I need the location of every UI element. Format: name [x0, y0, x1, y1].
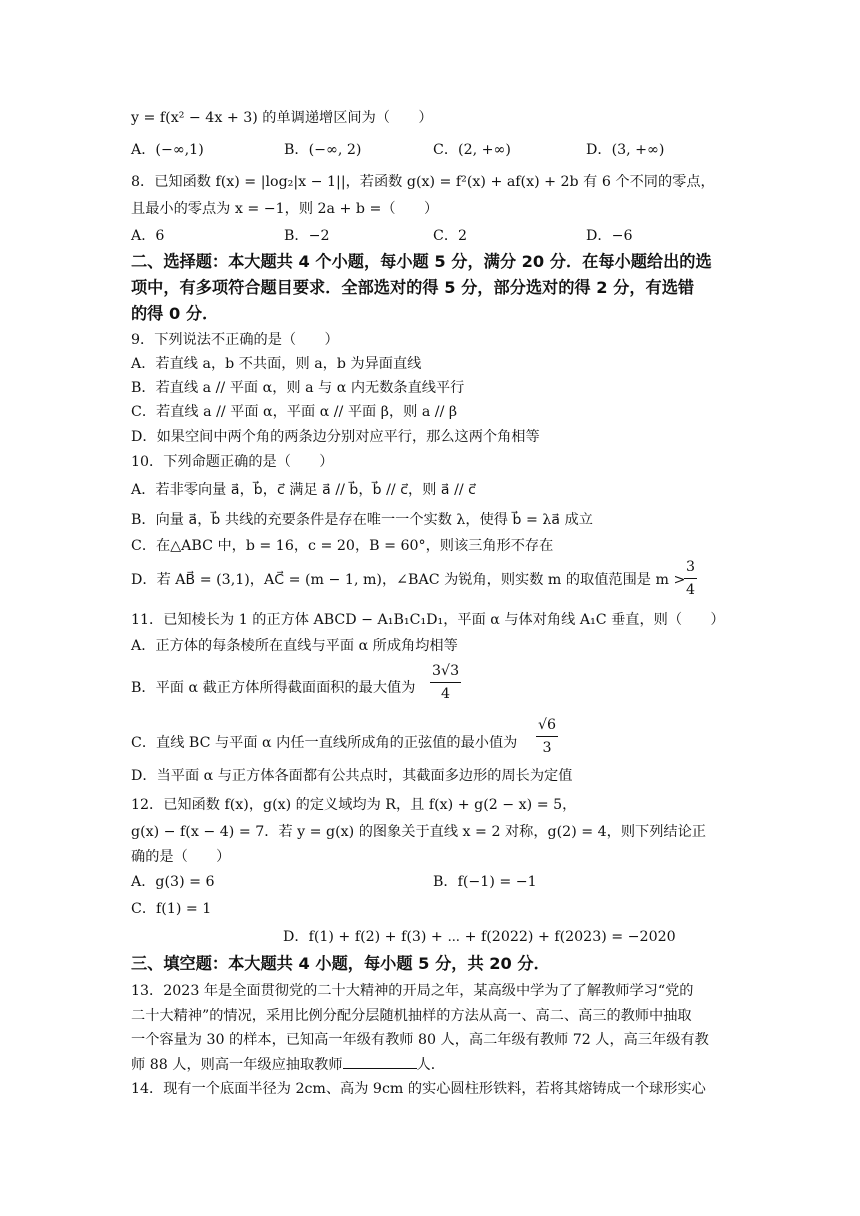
q12-option-c: C．f(1) = 1 [131, 901, 212, 917]
section3-heading: 三、填空题：本大题共 4 小题，每小题 5 分，共 20 分． [131, 954, 550, 973]
q12-stem-line1: 12．已知函数 f(x)，g(x) 的定义域均为 R，且 f(x) + g(2 − x) = 5， [131, 797, 577, 813]
q12-stem-line3: 确的是（ ） [131, 849, 231, 865]
q10-d-numerator: 3 [684, 556, 697, 579]
q12-option-b: B．f(−1) = −1 [433, 874, 537, 890]
section2-heading-line2: 项中，有多项符合题目要求．全部选对的得 5 分，部分选对的得 2 分，有选错 [131, 278, 695, 297]
q10-option-d: D．若 AB⃗ = (3,1)，AC⃗ = (m − 1, m)，∠BAC 为锐角，则实数 m 的取值范围是 m > [131, 572, 686, 588]
q7-option-c: C．(2, +∞) [433, 142, 511, 158]
q7-option-b: B．(−∞, 2) [284, 142, 362, 158]
q13-line3: 一个容量为 30 的样本，已知高一年级有教师 80 人，高二年级有教师 72 人，高三年级有教 [131, 1032, 709, 1048]
q10-option-c: C．在△ABC 中，b = 16，c = 20，B = 60°，则该三角形不存在 [131, 538, 554, 554]
q10-stem: 10．下列命题正确的是（ ） [131, 454, 334, 470]
q10-option-a: A．若非零向量 a⃗，b⃗，c⃗ 满足 a⃗ // b⃗，b⃗ // c⃗，则 a⃗ // c⃗ [131, 482, 476, 498]
q9-option-d: D．如果空间中两个角的两条边分别对应平行，那么这两个角相等 [131, 429, 540, 445]
q11-option-a: A．正方体的每条棱所在直线与平面 α 所成角均相等 [131, 638, 458, 654]
q11-stem: 11．已知棱长为 1 的正方体 ABCD − A₁B₁C₁D₁，平面 α 与体对角线 A₁C 垂直，则（ ） [131, 612, 725, 628]
q11-option-b: B．平面 α 截正方体所得截面面积的最大值为 [131, 680, 416, 696]
q8-stem-line2: 且最小的零点为 x = −1，则 2a + b =（ ） [131, 201, 439, 217]
q11-c-fraction [536, 714, 558, 759]
q11-b-numerator: 3√3 [430, 660, 461, 683]
q7-option-a: A．(−∞,1) [131, 142, 204, 158]
q13-line4-suffix: 人． [416, 1057, 445, 1073]
q9-option-b: B．若直线 a // 平面 α，则 a 与 α 内无数条直线平行 [131, 380, 465, 396]
section2-heading-line3: 的得 0 分． [131, 304, 219, 323]
q10-d-fraction [684, 556, 697, 601]
section2-heading-line1: 二、选择题：本大题共 4 个小题，每小题 5 分，满分 20 分．在每小题给出的选 [131, 252, 712, 271]
q9-option-c: C．若直线 a // 平面 α，平面 α // 平面 β，则 a // β [131, 404, 458, 420]
q13-line4 [131, 1054, 445, 1075]
q13-line1: 13．2023 年是全面贯彻党的二十大精神的开局之年，某高级中学为了了解教师学习“党的 [131, 983, 694, 999]
q11-b-fraction [430, 660, 461, 705]
q8-stem-line1: 8．已知函数 f(x) = |log₂|x − 1||，若函数 g(x) = f²(x) + af(x) + 2b 有 6 个不同的零点， [131, 174, 715, 190]
q14-line1: 14．现有一个底面半径为 2cm、高为 9cm 的实心圆柱形铁料，若将其熔铸成一个球形实心 [131, 1081, 706, 1097]
q10-option-b: B．向量 a⃗，b⃗ 共线的充要条件是存在唯一一个实数 λ，使得 b⃗ = λa⃗ 成立 [131, 512, 593, 528]
q8-option-c: C．2 [433, 228, 468, 244]
q11-c-numerator: √6 [536, 714, 558, 737]
q11-option-c: C．直线 BC 与平面 α 内任一直线所成角的正弦值的最小值为 [131, 735, 518, 751]
q9-option-a: A．若直线 a，b 不共面，则 a，b 为异面直线 [131, 356, 422, 372]
q12-option-d: D．f(1) + f(2) + f(3) + ⋯ + f(2022) + f(2023) = −2020 [283, 929, 676, 945]
q13-answer-blank[interactable] [343, 1054, 417, 1069]
q7-stem-tail: y = f(x² − 4x + 3) 的单调递增区间为（ ） [131, 110, 433, 126]
q12-stem-line2: g(x) − f(x − 4) = 7．若 y = g(x) 的图象关于直线 x = 2 对称，g(2) = 4，则下列结论正 [131, 824, 706, 840]
q10-d-denominator: 4 [686, 582, 696, 598]
q11-c-denominator: 3 [542, 740, 552, 756]
q9-stem: 9．下列说法不正确的是（ ） [131, 332, 339, 348]
q11-b-denominator: 4 [441, 686, 451, 702]
q13-line2: 二十大精神”的情况，采用比例分配分层随机抽样的方法从高一、高二、高三的教师中抽取 [131, 1008, 692, 1024]
q8-option-d: D．−6 [586, 228, 633, 244]
q12-option-a: A．g(3) = 6 [131, 874, 215, 890]
q7-option-d: D．(3, +∞) [586, 142, 665, 158]
q13-line4-text: 师 88 人，则高一年级应抽取教师 [131, 1057, 343, 1073]
q11-option-d: D．当平面 α 与正方体各面都有公共点时，其截面多边形的周长为定值 [131, 768, 573, 784]
q8-option-a: A．6 [131, 228, 165, 244]
q8-option-b: B．−2 [284, 228, 330, 244]
